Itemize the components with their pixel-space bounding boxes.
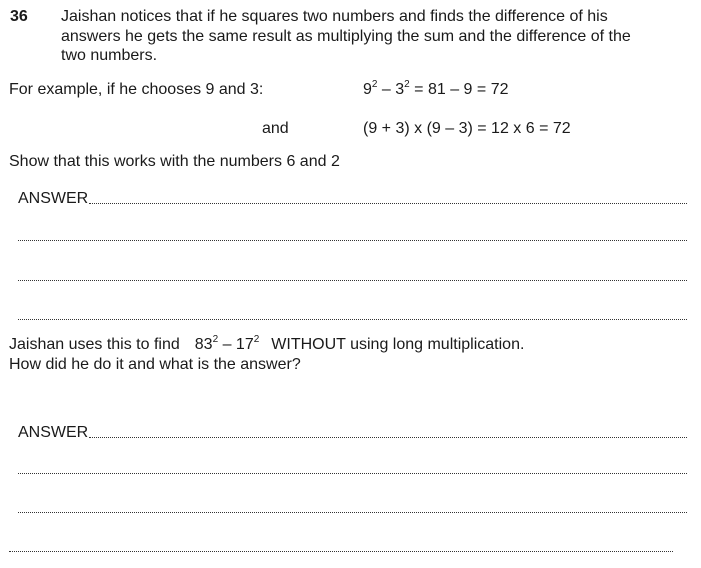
answer-line-b3[interactable] — [18, 512, 687, 513]
part-b-line-1: Jaishan uses this to find $83^2 - 17^2$ WITHOUT using long multiplication. — [9, 333, 525, 353]
example-equation-2: (9 + 3) x (9 – 3) = 12 x 6 = 72 — [363, 120, 571, 137]
and-label: and — [262, 120, 289, 137]
question-number: 36 — [10, 8, 28, 25]
example-equation-1: $9^2 - 3^2 = 81 - 9 = 72$ — [363, 78, 509, 98]
part-a-prompt: Show that this works with the numbers 6 and 2 — [9, 153, 340, 170]
answer-label-a: ANSWER — [18, 190, 89, 207]
answer-label-b: ANSWER — [18, 424, 89, 441]
answer-line-b4[interactable] — [9, 551, 673, 552]
answer-dotted-line — [89, 203, 687, 204]
example-label: For example, if he chooses 9 and 3: — [9, 81, 264, 98]
part-b-line-2: How did he do it and what is the answer? — [9, 356, 301, 373]
intro-line-3: two numbers. — [61, 47, 158, 64]
answer-line-b1[interactable] — [18, 423, 687, 442]
intro-line-1: Jaishan notices that if he squares two numbers and finds the difference of his — [61, 8, 608, 25]
intro-line-2: answers he gets the same result as multiplying the sum and the difference of the — [61, 28, 631, 45]
answer-line-a1[interactable] — [18, 189, 687, 208]
answer-dotted-line — [89, 437, 687, 438]
answer-line-a4[interactable] — [18, 319, 687, 320]
answer-line-b2[interactable] — [18, 473, 687, 474]
answer-line-a2[interactable] — [18, 240, 687, 241]
answer-line-a3[interactable] — [18, 280, 687, 281]
